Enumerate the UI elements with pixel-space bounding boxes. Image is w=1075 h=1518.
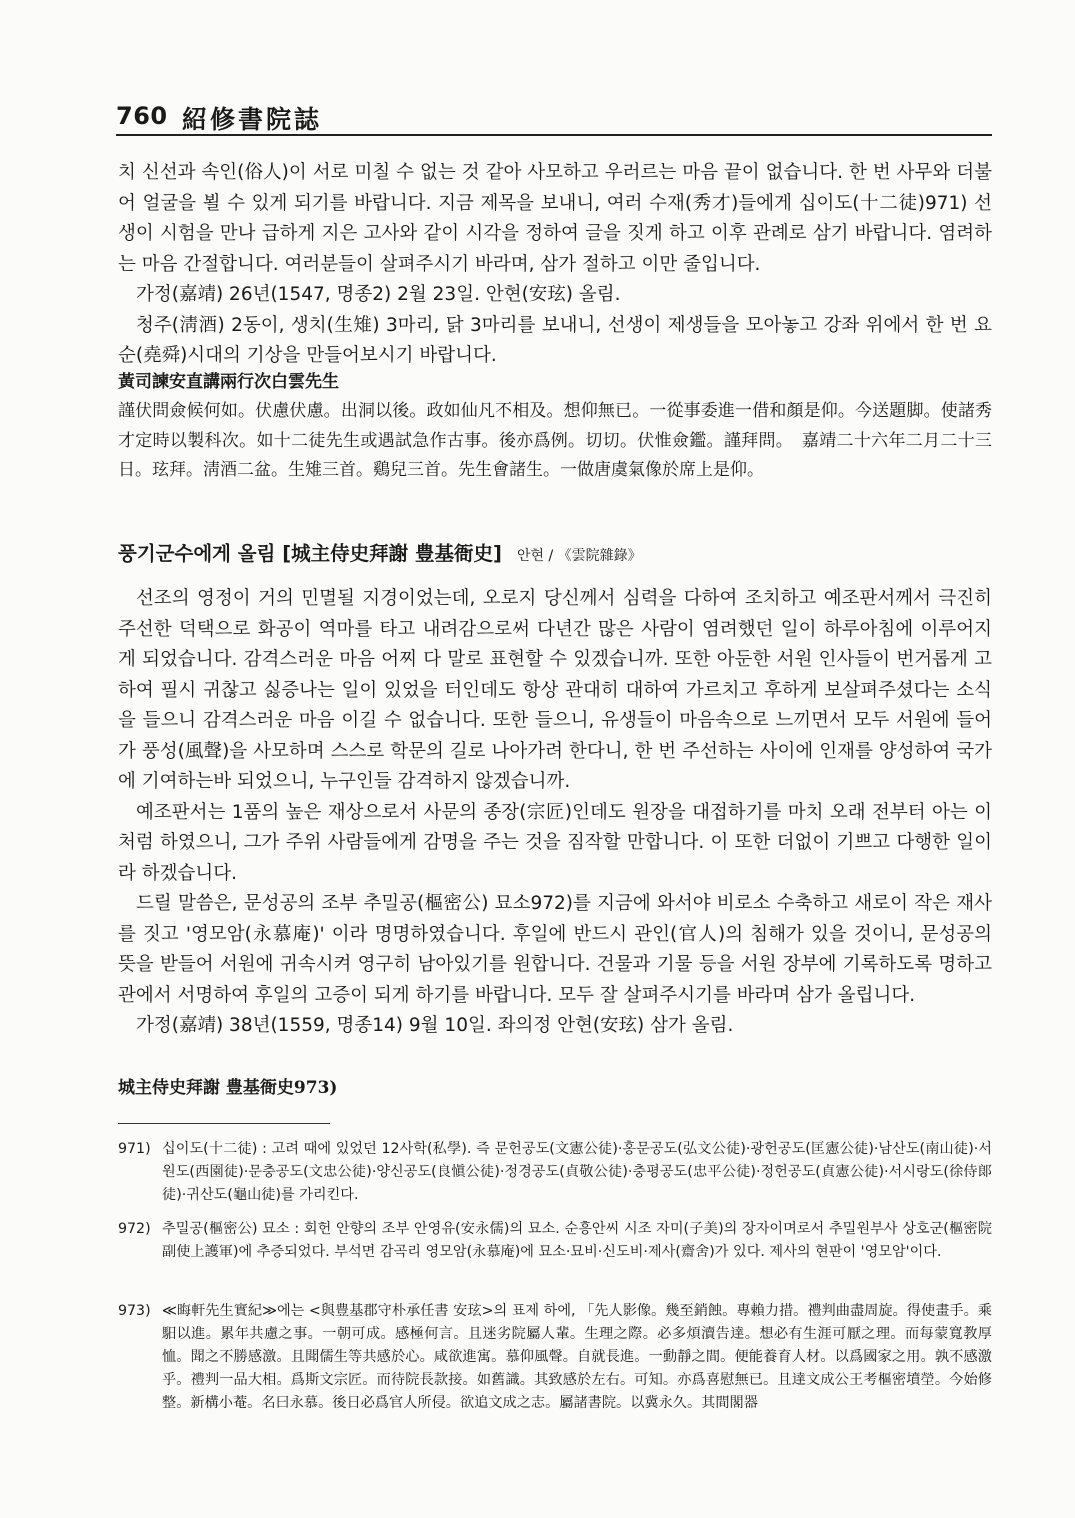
paragraph-2: 예조판서는 1품의 높은 재상으로서 사문의 종장(宗匠)인데도 원장을 대접하기를 마치 오래 전부터 아는 이처럼 하였으니, 그가 주위 사람들에게 감명을 주는 것을 짐작할 만합니다. 이 또한 더없이 기쁘고 다행한 일이라 하겠습니다. bbox=[118, 801, 992, 884]
paragraph-3: 드릴 말씀은, 문성공의 조부 추밀공(樞密公) 묘소972)를 지금에 와서야 비로소 수축하고 새로이 작은 재사를 짓고 '영모암(永慕庵)' 이라 명명하였습니다. 후일에 반드시 관인(官人)의 침해가 있을 것이니, 문성공의 뜻을 받들어 서원에 귀속시켜 영구히 남아있기를 원합니다. 건물과 기물 등을 서원 장부에 기록하도록 명하고 관에서 서명하여 후일의 고증이 되게 하기를 바랍니다. 모두 잘 살펴주시기를 바라며 삼가 올립니다. bbox=[118, 893, 992, 1006]
footnote-number: 973) bbox=[118, 1303, 151, 1319]
top-text-block bbox=[118, 158, 992, 372]
book-title: 紹修書院誌 bbox=[182, 105, 323, 134]
page-header bbox=[116, 96, 992, 136]
paragraph-1: 선조의 영정이 거의 민멸될 지경이었는데, 오로지 당신께서 심력을 다하여 조치하고 예조판서께서 극진히 주선한 덕택으로 화공이 역마를 타고 내려감으로써 다년간 많은 사람이 염려했던 일이 하루아침에 이루어지게 되었습니다. 감격스러운 마음 어찌 다 말로 표현할 수 있겠습니까. 또한 아둔한 서원 인사들이 번거롭게 고하여 필시 귀찮고 싫증나는 일이 있었을 터인데도 항상 관대히 대하여 가르치고 후하게 보살펴주셨다는 소식을 들으니 감격스러운 마음 이길 수 없습니다. 또한 들으니, 유생들이 마음속으로 느끼면서 모두 서원에 들어가 풍성(風聲)을 사모하며 스스로 학문의 길로 나아가려 한다니, 한 번 주선하는 사이에 인재를 양성하여 국가에 기여하는바 되었으니, 누구인들 감격하지 않겠습니까. bbox=[118, 588, 992, 792]
footnote-text: 십이도(十二徒) : 고려 때에 있었던 12사학(私學). 즉 문헌공도(文憲公徒)·홍문공도(弘文公徒)·광헌공도(匡憲公徒)·남산도(南山徒)·서원도(西園徒)·문충공도(文忠公徒)·양신공도(良愼公徒)·정경공도(貞敬公徒)·충평공도(忠平公徒)·정헌공도(貞憲公徒)·서시랑도(徐侍郞徒)·귀산도(龜山徒)를 가리킨다. bbox=[162, 1141, 992, 1203]
section-heading bbox=[118, 538, 992, 566]
hanmun-letter-1 bbox=[118, 368, 992, 486]
footnote-text: ≪晦軒先生實紀≫에는 <與豊基郡守朴承任書 安玹>의 표제 하에, 「先人影像。幾至銷蝕。專賴力措。禮判曲盡周旋。得使畫手。乘馹以進。累年共慮之事。一朝可成。感極何言。且迷劣院屬人輩。生理之際。必多煩瀆告達。想必有生涯可厭之理。而每蒙寬教厚恤。聞之不勝感激。且聞儒生等共感於心。咸欲進寓。慕仰風聲。自就長進。一動靜之間。便能養育人材。以爲國家之用。孰不感激乎。禮判一品大相。爲斯文宗匠。而待院長款接。如舊識。其致感於左右。可知。亦爲喜慰無已。且達文成公王考樞密墳塋。今始修整。新構小菴。名曰永慕。後日必爲官人所侵。欲追文成之志。屬諸書院。以冀永久。其間閣器 bbox=[162, 1303, 992, 1411]
footnote-972 bbox=[118, 1218, 992, 1264]
footnote-number: 971) bbox=[118, 1141, 151, 1157]
hanmun-letter-1-title: 黃司諫安直講兩行次白雲先生 bbox=[118, 372, 339, 392]
section-text-block bbox=[118, 584, 992, 1042]
hanmun-letter-2 bbox=[118, 1074, 992, 1103]
hanmun-letter-2-title: 城主侍史拜謝 豊基衙史973) bbox=[118, 1078, 338, 1098]
footnote-number: 972) bbox=[118, 1221, 151, 1237]
footnote-text: 추밀공(樞密公) 묘소 : 회헌 안향의 조부 안영유(安永儒)의 묘소. 순흥안씨 시조 자미(子美)의 장자이며로서 추밀원부사 상호군(樞密院副使上護軍)에 추증되었다. 부석면 감곡리 영모암(永慕庵)에 묘소·묘비·신도비·제사(齋舍)가 있다. 제사의 현판이 '영모암'이다. bbox=[162, 1221, 992, 1260]
paragraph-continuation: 치 신선과 속인(俗人)이 서로 미칠 수 없는 것 같아 사모하고 우러르는 마음 끝이 없습니다. 한 번 사무와 더불어 얼굴을 뵐 수 있게 되기를 바랍니다. 지금 제목을 보내니, 여러 수재(秀才)들에게 십이도(十二徒)971) 선생이 시험을 만나 급하게 지은 고사와 같이 시각을 정하여 글을 짓게 하고 이후 관례로 삼기 바랍니다. 염려하는 마음 간절합니다. 여러분들이 살펴주시기 바라며, 삼가 절하고 이만 줄입니다. bbox=[118, 162, 992, 275]
paragraph-date-line: 가정(嘉靖) 26년(1547, 명종2) 2월 23일. 안현(安玹) 올림. bbox=[136, 284, 621, 305]
section-author-source: 안현 / 《雲院雜錄》 bbox=[516, 548, 642, 564]
footnote-rule bbox=[118, 1123, 330, 1124]
section-title: 풍기군수에게 올림 [城主侍史拜謝 豊基衙史] bbox=[118, 542, 502, 565]
page-number: 760 bbox=[116, 102, 168, 130]
paragraph-gift: 청주(淸酒) 2동이, 생치(生雉) 3마리, 닭 3마리를 보내니, 선생이 제생들을 모아놓고 강좌 위에서 한 번 요순(堯舜)시대의 기상을 만들어보시기 바랍니다. bbox=[118, 314, 992, 366]
footnote-973 bbox=[118, 1300, 992, 1415]
header-rule bbox=[116, 134, 992, 136]
footnote-971 bbox=[118, 1138, 992, 1207]
paragraph-date-line-2: 가정(嘉靖) 38년(1559, 명종14) 9월 10일. 좌의정 안현(安玹) 삼가 올림. bbox=[136, 1015, 734, 1036]
hanmun-letter-1-body: 謹伏問僉候何如。伏慮伏慮。出洞以後。政如仙凡不相及。想仰無已。一從事委進一借和顏是仰。今送題脚。使諸秀才定時以製科次。如十二徒先生或遇試急作古事。後亦爲例。切切。伏惟僉鑑。謹拜問。 嘉靖二十六年二月二十三日。玹拜。淸酒二盆。生雉三首。鷄兒三首。先生會諸生。一做唐虞氣像於席上是仰。 bbox=[118, 401, 992, 480]
